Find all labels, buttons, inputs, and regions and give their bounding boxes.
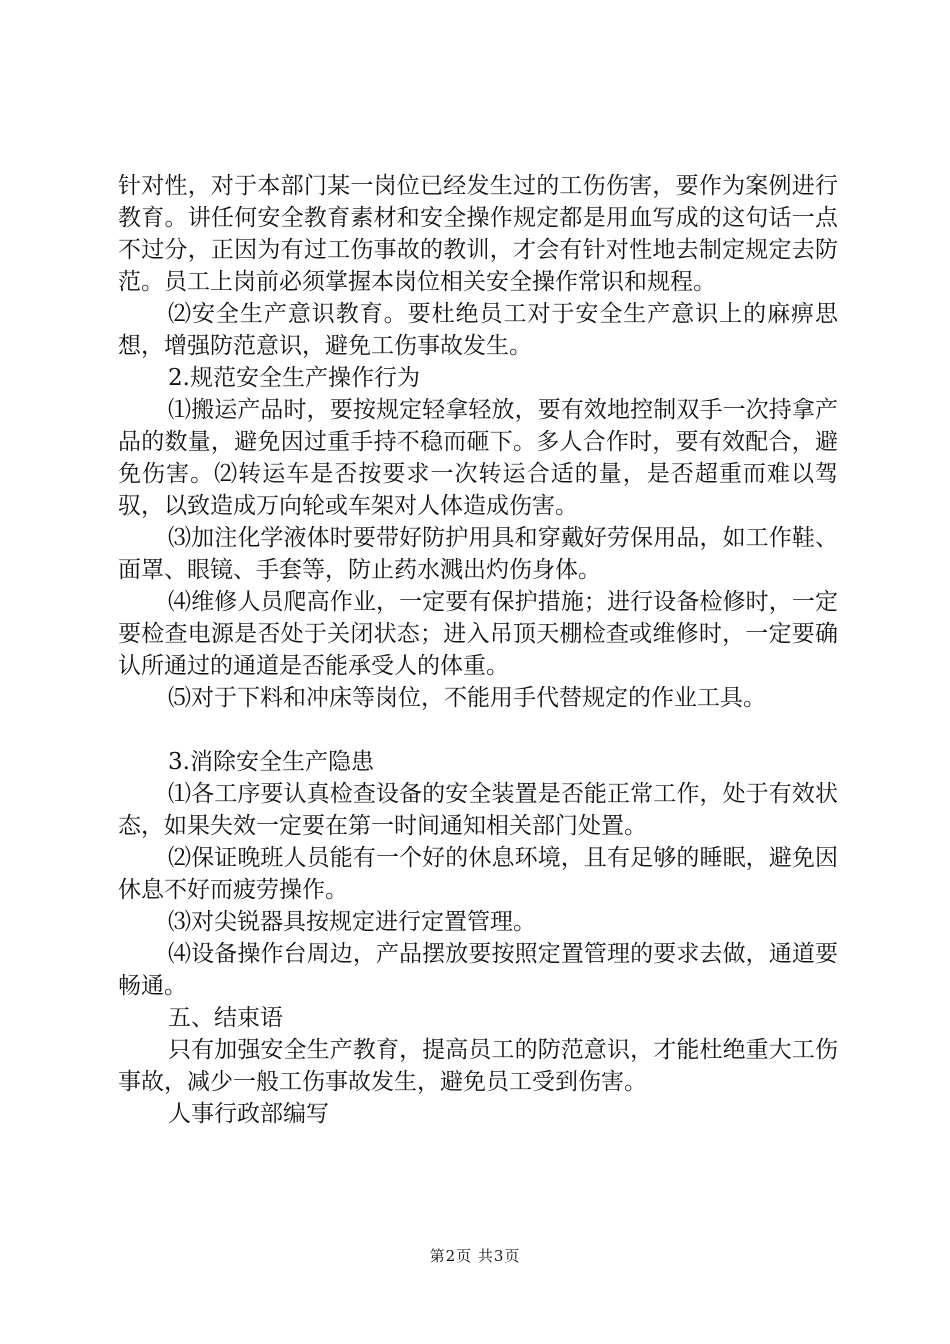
paragraph-safety-awareness: ⑵安全生产意识教育。要杜绝员工对于安全生产意识上的麻痹思想，增强防范意识，避免工伤事故发生。 <box>118 301 838 359</box>
paragraph-handling-products: ⑴搬运产品时，要按规定轻拿轻放，要有效地控制双手一次持拿产品的数量，避免因过重手持不稳而砸下。多人合作时，要有效配合，避免伤害。⑵转运车是否按要求一次转运合适的量，是否超重而难以驾驭，以致造成万向轮或车架对人体造成伤害。 <box>118 397 838 519</box>
paragraph-maintenance: ⑷维修人员爬高作业，一定要有保护措施；进行设备检修时，一定要检查电源是否处于关闭状态；进入吊顶天棚检查或维修时，一定要确认所通过的通道是否能承受人的体重。 <box>118 589 838 679</box>
document-body <box>118 170 838 1130</box>
paragraph-conclusion: 只有加强安全生产教育，提高员工的防范意识，才能杜绝重大工伤事故，减少一般工伤事故发生，避免员工受到伤害。 <box>118 1037 838 1095</box>
section-heading-conclusion: 五、结束语 <box>168 1005 283 1031</box>
paragraph-chemical-liquids: ⑶加注化学液体时要带好防护用具和穿戴好劳保用品，如工作鞋、面罩、眼镜、手套等，防止药水溅出灼伤身体。 <box>118 525 838 583</box>
author-line: 人事行政部编写 <box>168 1101 329 1127</box>
section-heading-2: 2.规范安全生产操作行为 <box>168 365 420 391</box>
section-heading-3: 3.消除安全生产隐患 <box>168 749 374 775</box>
paragraph-sharp-tools: ⑶对尖锐器具按规定进行定置管理。 <box>168 909 536 935</box>
paragraph-workbench: ⑷设备操作台周边，产品摆放要按照定置管理的要求去做，通道要畅通。 <box>118 941 838 999</box>
page-number: 第2页 共3页 <box>429 1247 521 1265</box>
paragraph-intro: 针对性，对于本部门某一岗位已经发生过的工伤伤害，要作为案例进行教育。讲任何安全教育素材和安全操作规定都是用血写成的这句话一点不过分，正因为有过工伤事故的教训，才会有针对性地去制定规定去防范。员工上岗前必须掌握本岗位相关安全操作常识和规程。 <box>118 173 838 295</box>
paragraph-cutting-stamping: ⑸对于下料和冲床等岗位，不能用手代替规定的作业工具。 <box>168 685 766 711</box>
paragraph-equipment-check: ⑴各工序要认真检查设备的安全装置是否能正常工作，处于有效状态，如果失效一定要在第一时间通知相关部门处置。 <box>118 781 838 839</box>
paragraph-night-shift: ⑵保证晚班人员能有一个好的休息环境，且有足够的睡眠，避免因休息不好而疲劳操作。 <box>118 845 838 903</box>
paragraph-spacer <box>118 714 838 746</box>
